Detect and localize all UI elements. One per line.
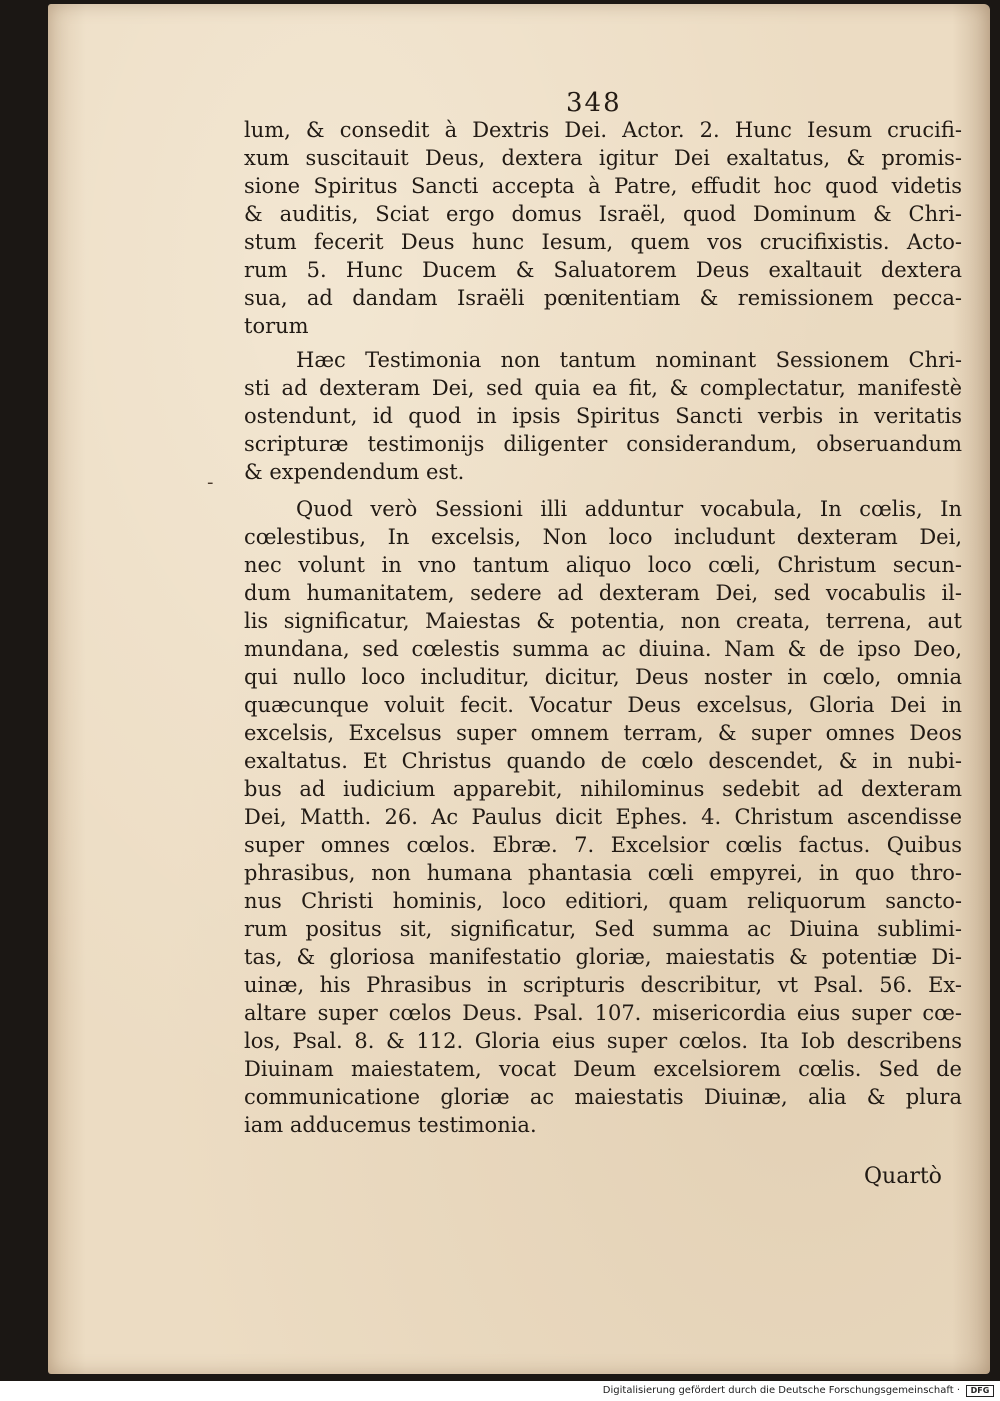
text-line: & expendendum est.	[244, 460, 465, 484]
margin-mark: -	[207, 472, 214, 493]
text-line: dum humanitatem, sedere ad dexteram Dei, sed vocabulis il-	[244, 581, 962, 605]
text-line: communicatione gloriæ ac maiestatis Diuinæ, alia & plura	[244, 1085, 962, 1109]
text-line: Dei, Matth. 26. Ac Paulus dicit Ephes. 4. Christum ascendisse	[244, 805, 962, 829]
text-line: excelsis, Excelsus super omnem terram, & super omnes Deos	[244, 721, 962, 745]
funding-footer	[0, 1381, 1000, 1401]
text-line: quæcunque voluit fecit. Vocatur Deus excelsus, Gloria Dei in	[244, 693, 962, 717]
text-line: ostendunt, id quod in ipsis Spiritus Sancti verbis in veritatis	[244, 404, 962, 428]
text-line: qui nullo loco includitur, dicitur, Deus noster in cœlo, omnia	[244, 665, 962, 689]
text-line: Diuinam maiestatem, vocat Deum excelsiorem cœlis. Sed de	[244, 1057, 962, 1081]
text-line: xum suscitauit Deus, dextera igitur Dei exaltatus, & promis-	[244, 146, 962, 170]
text-line: lis significatur, Maiestas & potentia, non creata, terrena, aut	[244, 609, 962, 633]
text-line: los, Psal. 8. & 112. Gloria eius super cœlos. Ita Iob describens	[244, 1029, 962, 1053]
catchword: Quartò	[864, 1164, 942, 1189]
text-line: altare super cœlos Deus. Psal. 107. misericordia eius super cœ-	[244, 1001, 962, 1025]
text-line: rum positus sit, significatur, Sed summa ac Diuina sublimi-	[244, 917, 962, 941]
text-line: rum 5. Hunc Ducem & Saluatorem Deus exaltauit dextera	[244, 258, 962, 282]
text-line: cœlestibus, In excelsis, Non loco includunt dexteram Dei,	[244, 525, 962, 549]
text-line: Hæc Testimonia non tantum nominant Sessionem Chri-	[296, 348, 962, 372]
text-line: nus Christi hominis, loco editiori, quam reliquorum sancto-	[244, 889, 962, 913]
text-line: phrasibus, non humana phantasia cœli empyrei, in quo thro-	[244, 861, 962, 885]
text-line: super omnes cœlos. Ebræ. 7. Excelsior cœlis factus. Quibus	[244, 833, 962, 857]
text-line: exaltatus. Et Christus quando de cœlo descendet, & in nubi-	[244, 749, 962, 773]
page-number: 348	[566, 88, 622, 118]
text-line: Quod verò Sessioni illi adduntur vocabula, In cœlis, In	[296, 497, 962, 521]
text-line: iam adducemus testimonia.	[244, 1113, 537, 1137]
text-line: lum, & consedit à Dextris Dei. Actor. 2. Hunc Iesum crucifi-	[244, 118, 962, 142]
text-line: sua, ad dandam Israëli pœnitentiam & remissionem pecca-	[244, 286, 962, 310]
text-line: bus ad iudicium apparebit, nihilominus sedebit ad dexteram	[244, 777, 962, 801]
text-line: nec volunt in vno tantum aliquo loco cœli, Christum secun-	[244, 553, 962, 577]
text-line: torum	[244, 314, 309, 338]
funding-note: Digitalisierung gefördert durch die Deutsche Forschungsgemeinschaft ·	[602, 1385, 960, 1396]
text-line: uinæ, his Phrasibus in scripturis describitur, vt Psal. 56. Ex-	[244, 973, 962, 997]
text-line: sti ad dexteram Dei, sed quia ea fit, & complectatur, manifestè	[244, 376, 962, 400]
text-line: stum fecerit Deus hunc Iesum, quem vos crucifixistis. Acto-	[244, 230, 962, 254]
text-line: scripturæ testimonijs diligenter considerandum, obseruandum	[244, 432, 962, 456]
text-line: sione Spiritus Sancti accepta à Patre, effudit hoc quod videtis	[244, 174, 962, 198]
text-line: mundana, sed cœlestis summa ac diuina. Nam & de ipso Deo,	[244, 637, 962, 661]
text-line: & auditis, Sciat ergo domus Israël, quod Dominum & Chri-	[244, 202, 962, 226]
text-line: tas, & gloriosa manifestatio gloriæ, maiestatis & potentiæ Di-	[244, 945, 962, 969]
dfg-logo-icon: DFG	[966, 1385, 994, 1397]
